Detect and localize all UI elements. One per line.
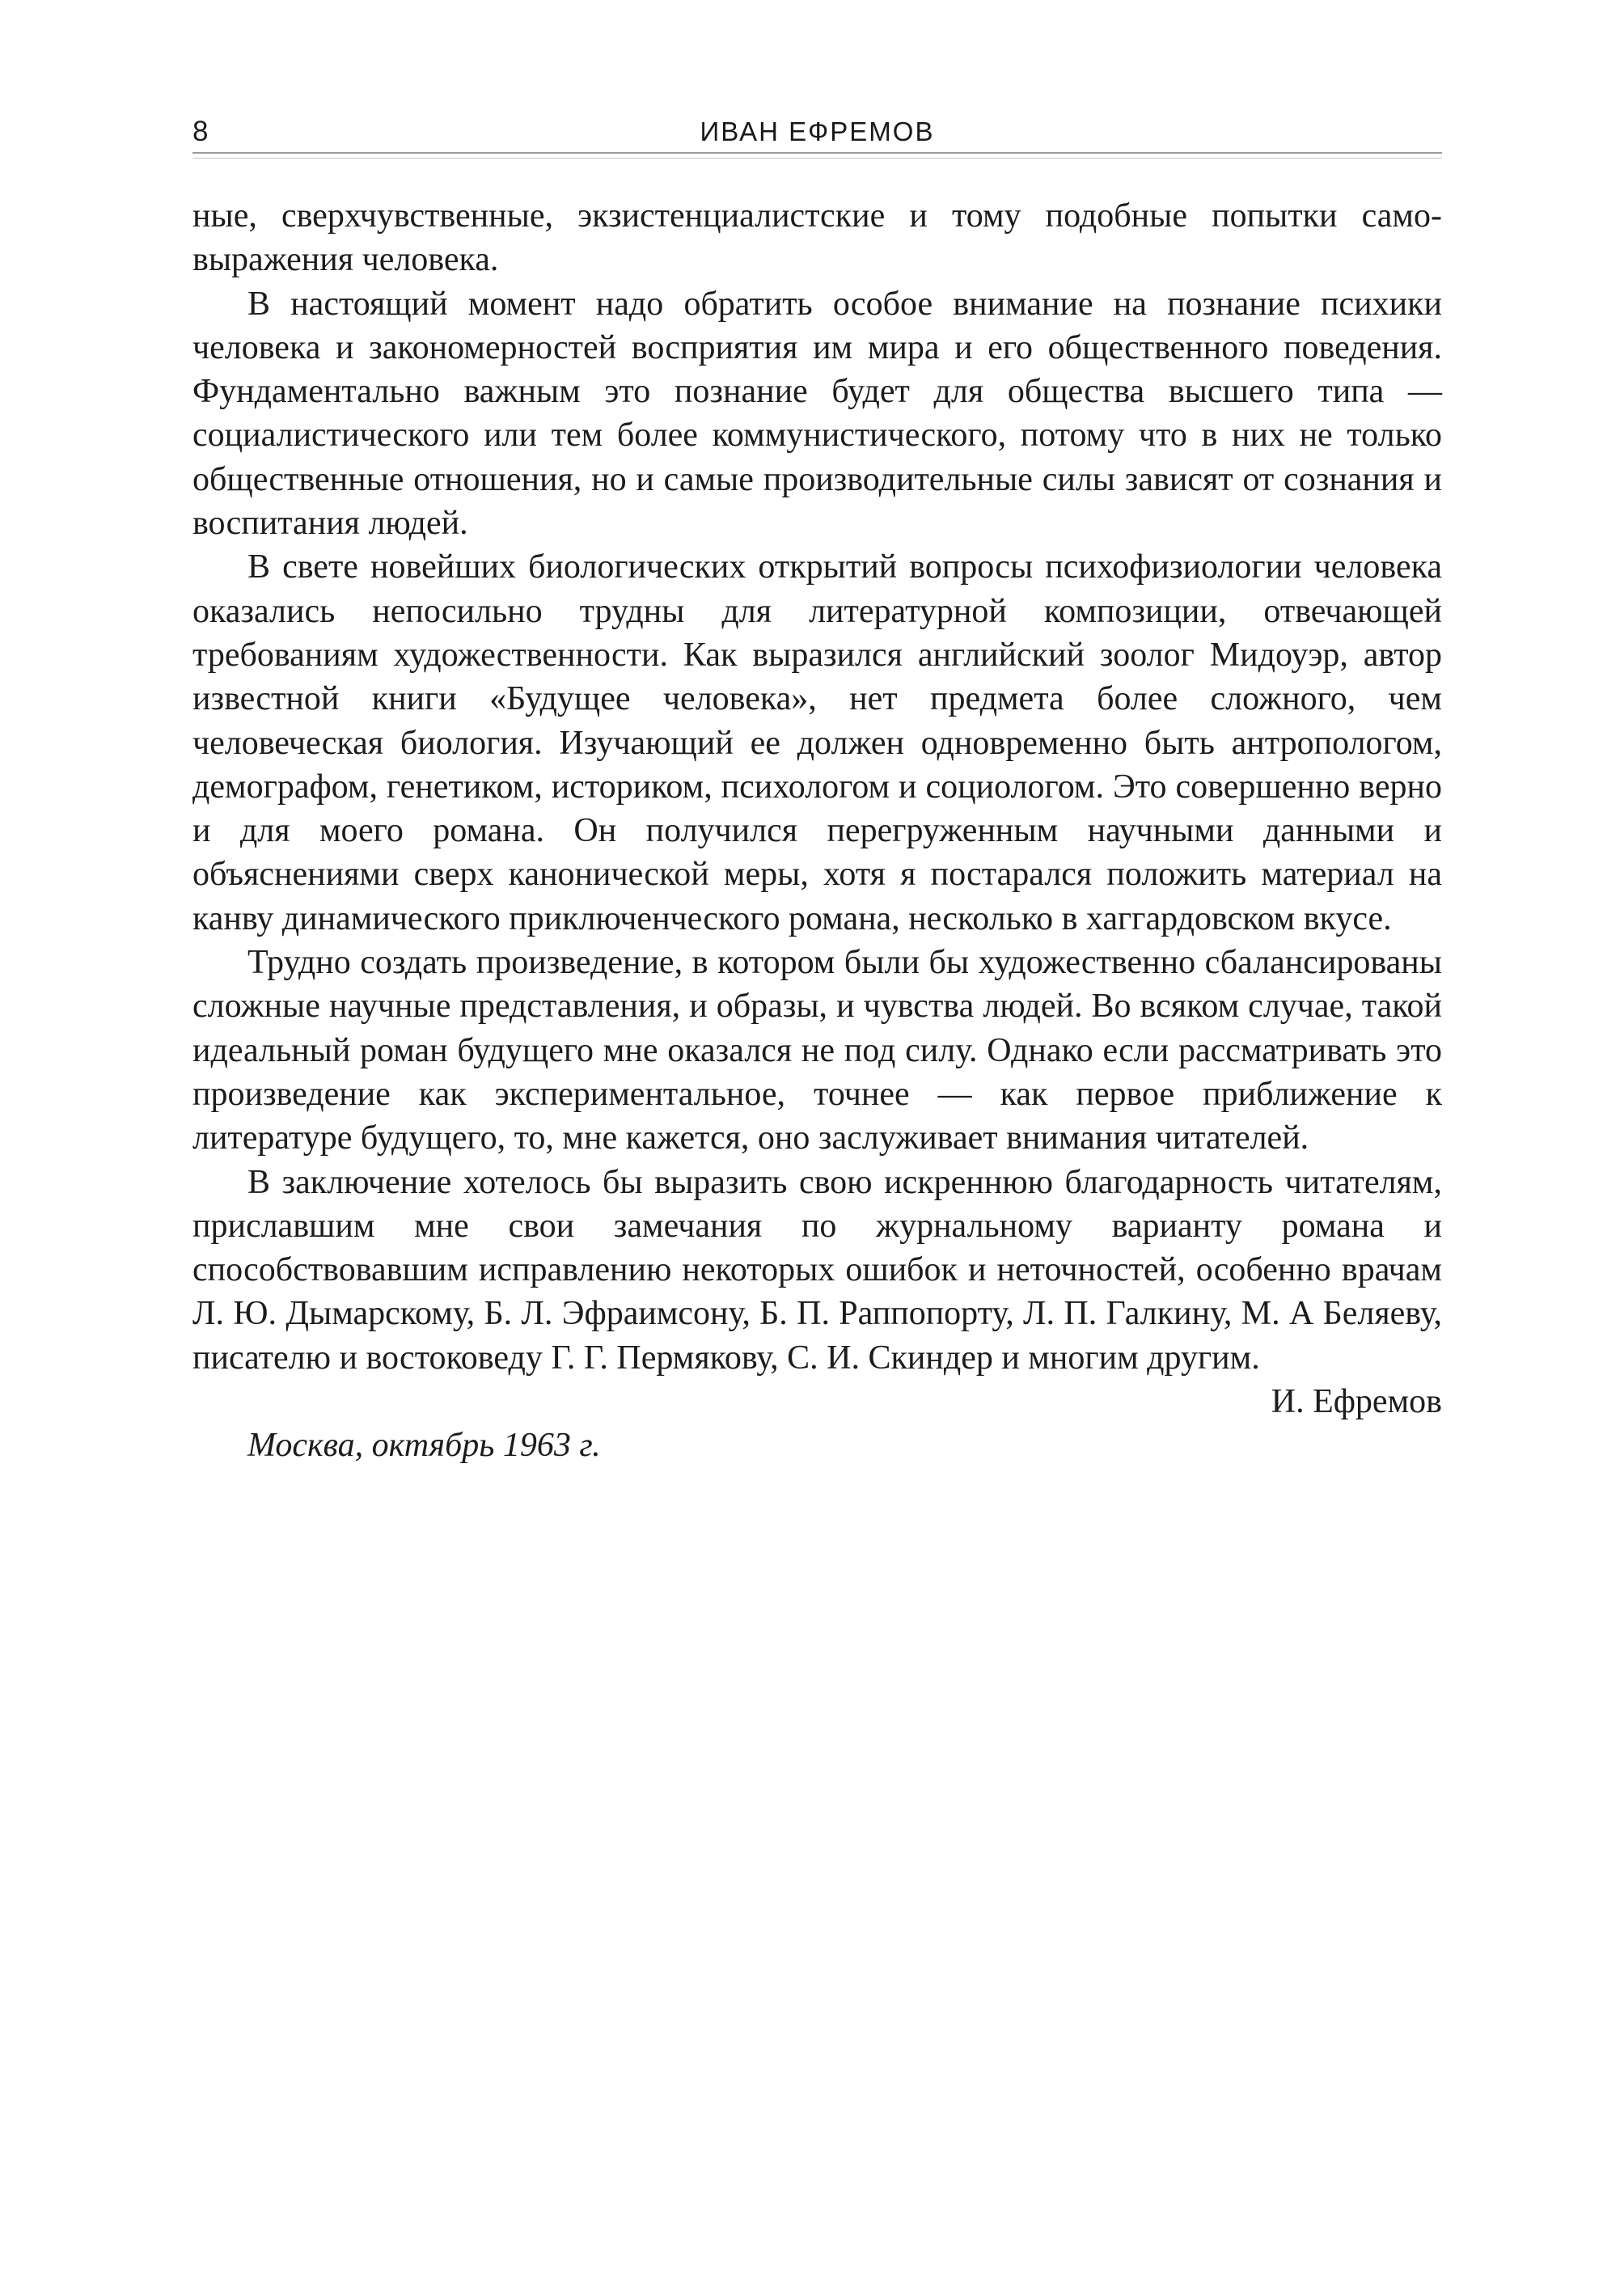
page-number: 8 [192, 116, 209, 147]
paragraph-experimental-novel: Трудно создать произведение, в котором были бы художественно сбалансированы сложные научные представления, и образы, и чувства людей. Во всяком случае, такой идеальный роман будущего мне оказался не под силу. Однако если рассматривать это произведение как экспериментальное, точнее — как первое приближение к литературе будущего, то, мне кажется, оно заслуживает внимания читателей. [192, 944, 1442, 1157]
paragraph-biology: В свете новейших биологических открытий вопросы психофизиологии человека оказались непосильно трудны для литературной композиции, отвечающей требованиям художественности. Как выразился английский зоолог Мидоуэр, автор известной книги «Будущее человека», нет предмета более сложного, чем человеческая биология. Изучающий ее должен одновременно быть антропологом, демографом, генетиком, историком, психологом и социологом. Это совершенно верно и для моего романа. Он получился перегруженным научными данными и объяснениями сверх канонической меры, хотя я постарался положить материал на канву динамического приключенческого романа, несколько в хаггардовском вкусе. [192, 548, 1442, 937]
place-date: Москва, октябрь 1963 г. [247, 1427, 601, 1465]
body-text [192, 194, 1442, 1468]
header-rule [192, 152, 1442, 154]
paragraph-continuation: ные, сверхчувственные, экзистенциалистские и тому подобные попытки самовыражения человека. [192, 197, 1442, 279]
running-title: ИВАН ЕФРЕМОВ [700, 116, 935, 146]
paragraph-psyche: В настоящий момент надо обратить особое внимание на познание психики человека и закономерностей восприятия им мира и его общественного поведения. Фундаментально важным это познание будет для общества высшего типа — социалистического или тем более коммунистического, потому что в них не только общественные отношения, но и самые производительные силы зависят от сознания и воспитания людей. [192, 285, 1442, 543]
paragraph-acknowledgements: В заключение хотелось бы выразить свою искреннюю благодарность читателям, приславшим мне свои замечания по журнальному варианту романа и способствовавшим исправлению некоторых ошибок и неточностей, особенно врачам Л. Ю. Дымарскому, Б. Л. Эфраимсону, Б. П. Раппопорту, Л. П. Галкину, М. А Беляеву, писателю и востоковеду Г. Г. Пермякову, С. И. Скиндер и многим другим. [192, 1163, 1442, 1377]
header-rule-thin [192, 158, 1442, 159]
running-head [192, 112, 1442, 152]
author-signature: И. Ефремов [1271, 1383, 1442, 1421]
